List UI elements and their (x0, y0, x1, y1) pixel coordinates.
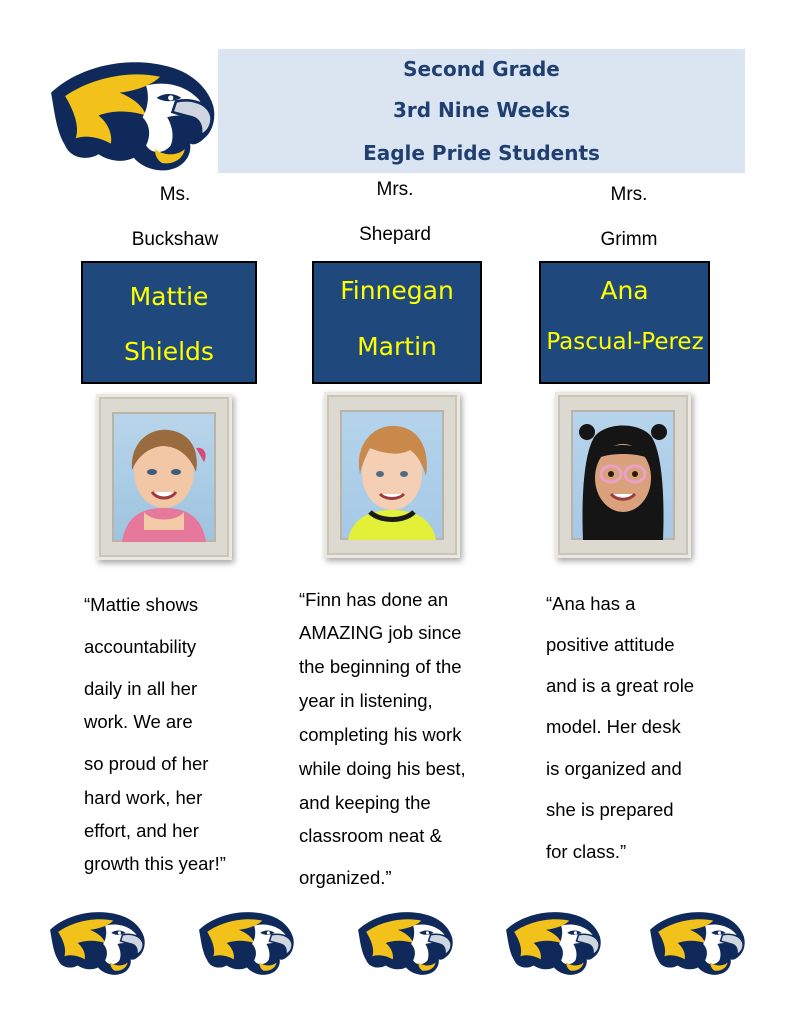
quote-line: AMAZING job since (299, 622, 462, 643)
student-first-name: Finnegan (340, 276, 454, 305)
header-line-1: Second Grade (403, 57, 560, 81)
header-line-3: Eagle Pride Students (363, 141, 600, 165)
quote-line: growth this year!” (84, 853, 226, 874)
quote-line: is organized and (546, 758, 682, 779)
quote-line: “Finn has done an (299, 589, 449, 610)
student-last-name: Martin (357, 332, 437, 361)
eagle-logo-icon (44, 50, 220, 174)
teacher-title: Mrs. (376, 179, 414, 200)
student-first-name: Mattie (129, 282, 209, 311)
quote-line: daily in all her (84, 678, 198, 699)
quote-line: “Ana has a (546, 593, 636, 614)
quote-line: year in listening, (299, 690, 433, 711)
header-banner (218, 49, 745, 173)
quote-line: so proud of her (84, 753, 209, 774)
quote-line: organized.” (299, 867, 392, 888)
quote-line: and keeping the (299, 792, 431, 813)
header-line-2: 3rd Nine Weeks (392, 98, 571, 122)
quote-line: the beginning of the (299, 656, 462, 677)
quote-line: she is prepared (546, 799, 674, 820)
eagle-mascot-icon (502, 905, 604, 977)
student-photo (112, 412, 216, 542)
student-last-name: Pascual-Perez (546, 329, 704, 355)
quote-line: model. Her desk (546, 716, 681, 737)
teacher-name: Buckshaw (131, 229, 219, 250)
student-photo-frame (324, 392, 460, 558)
teacher-title: Ms. (159, 184, 191, 205)
student-last-name: Shields (124, 337, 214, 366)
quote-line: classroom neat & (299, 825, 442, 846)
eagle-mascot-icon (195, 905, 297, 977)
student-name-box (539, 261, 710, 384)
teacher-title: Mrs. (610, 184, 648, 205)
student-photo-frame (555, 392, 691, 558)
quote-line: work. We are (84, 711, 193, 732)
eagle-mascot-icon (46, 905, 148, 977)
student-name-box (81, 261, 257, 384)
quote-line: positive attitude (546, 634, 675, 655)
quote-line: accountability (84, 636, 197, 657)
quote-line: for class.” (546, 841, 627, 862)
student-first-name: Ana (600, 276, 649, 305)
quote-line: completing his work (299, 724, 462, 745)
quote-line: “Mattie shows (84, 594, 199, 615)
quote-line: hard work, her (84, 787, 203, 808)
quote-line: while doing his best, (299, 758, 466, 779)
eagle-mascot-icon (646, 905, 748, 977)
student-photo-frame (96, 394, 232, 560)
eagle-mascot-icon (354, 905, 456, 977)
student-photo (340, 410, 444, 540)
teacher-name: Shepard (359, 224, 431, 245)
teacher-name: Grimm (600, 229, 658, 250)
student-photo (571, 410, 675, 540)
quote-line: effort, and her (84, 820, 199, 841)
student-name-box (312, 261, 482, 384)
quote-line: and is a great role (546, 675, 695, 696)
